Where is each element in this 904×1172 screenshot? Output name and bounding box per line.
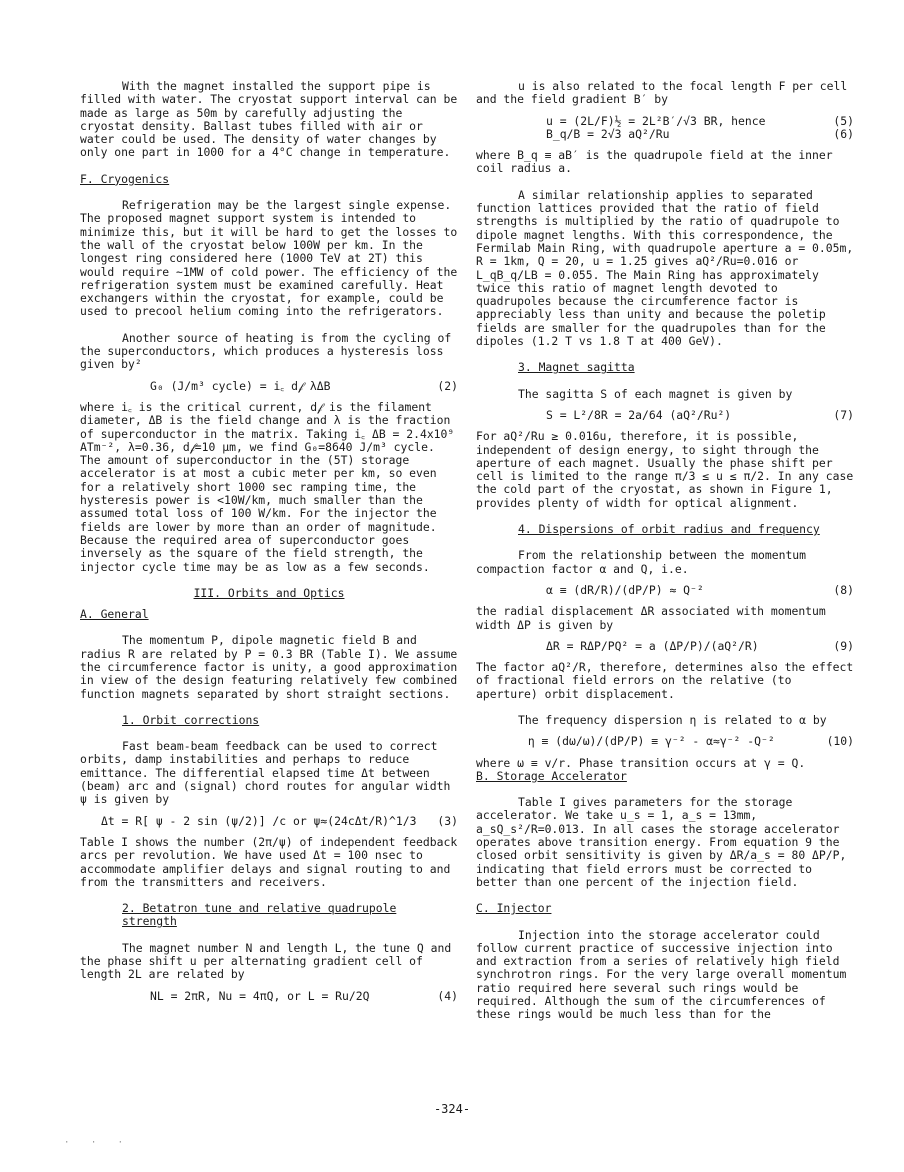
- equation-2: [80, 380, 458, 393]
- heading-dispersions: 4. Dispersions of orbit radius and frequency: [518, 522, 820, 537]
- equation-3: [80, 815, 458, 828]
- paragraph-frequency-dispersion: The frequency dispersion η is related to α by: [518, 712, 827, 727]
- equation-7: [476, 409, 854, 422]
- paragraph-radial-displacement: the radial displacement ΔR associated with momentum width ΔP is given by: [476, 604, 826, 632]
- paragraph-for-aq: For aQ²/Ru ≥ 0.016u, therefore, it is possible, independent of design energy, to sight through the aperture of each magnet. Usually the phase shift per cell is limited to the range π/3 ≤ u ≤ π/2. In any case the cold part of the cryostat, as shown in Figure 1, provides plenty of width for optical alignment.: [476, 429, 854, 510]
- scan-specks: · · ·: [64, 1138, 132, 1148]
- heading-magnet-sagitta: 3. Magnet sagitta: [518, 360, 635, 375]
- equation-5: [476, 115, 854, 128]
- paragraph-refrigeration: Refrigeration may be the largest single expense. The proposed magnet support system is intended to minimize this, but it will be hard to get the losses to the wall of the cryostat below 100W per km. In the longest ring considered here (1000 TeV at 2T) this would require ~1MW of cold power. The efficiency of the refrigeration system must be examined carefully. Heat exchangers within the cryostat, for example, could be used to precool helium coming into the refrigerators.: [80, 198, 458, 319]
- paragraph-factor: The factor aQ²/R, therefore, determines also the effect of fractional field errors on the relative (to aperture) orbit displacement.: [476, 660, 854, 701]
- right-column: [476, 80, 854, 1022]
- heading-betatron-tune: 2. Betatron tune and relative quadrupole strength: [122, 901, 397, 929]
- equation-4: [80, 990, 458, 1003]
- equation-7-expression: S = L²/8R = 2a/64 (aQ²/Ru²): [546, 407, 732, 422]
- paragraph-where-omega: where ω ≡ v/r. Phase transition occurs at γ = Q.: [476, 755, 806, 770]
- equation-10: [476, 735, 854, 748]
- heading-storage-accelerator: B. Storage Accelerator: [476, 768, 627, 783]
- paragraph-u-related: u is also related to the focal length F per cell and the field gradient B′ by: [476, 79, 848, 107]
- paragraph-injector: Injection into the storage accelerator could follow current practice of successive injection into and extraction from a series of relatively high field synchrotron rings. For the very large overall momentum ratio required here several such rings would be required. Although the sum of the circumferences of these rings would be much less than for the: [476, 927, 847, 1022]
- paragraph-table-1: Table I shows the number (2π/ψ) of independent feedback arcs per revolution. We have used Δt = 100 nsec to accommodate amplifier delays and signal routing to and from the transmitters and receivers.: [80, 834, 458, 889]
- equation-9-expression: ΔR = RΔP/PQ² = a (ΔP/P)/(aQ²/R): [546, 638, 759, 653]
- equation-3-expression: Δt = R[ ψ - 2 sin (ψ/2)] /c or ψ≈(24cΔt/R)^1/3: [100, 813, 417, 828]
- heading-cryogenics: F. Cryogenics: [80, 171, 170, 186]
- heading-section-3: III. Orbits and Optics: [193, 585, 345, 600]
- equation-9-number: (9): [833, 638, 854, 653]
- equation-9: [476, 640, 854, 653]
- paragraph-storage: Table I gives parameters for the storage accelerator. We take u_s = 1, a_s = 13mm, a_sQ_s²/R=0.013. In all cases the storage accelerator operates above transition energy. From equation 9 the closed orbit sensitivity is given by ΔR/a_s = 80 ΔP/P, indicating that field errors must be corrected to better than one percent of the injection field.: [476, 795, 847, 889]
- equation-5-number: (5): [833, 113, 854, 128]
- paragraph-feedback: Fast beam-beam feedback can be used to correct orbits, damp instabilities and perhaps to reduce emittance. The differential elapsed time Δt between (beam) arc and (signal) chord routes for angular width ψ is given by: [80, 739, 451, 807]
- equation-10-expression: η ≡ (dω/ω)/(dP/P) ≡ γ⁻² - α≈γ⁻² -Q⁻²: [527, 734, 775, 749]
- equation-6: [476, 128, 854, 141]
- equation-10-number: (10): [826, 734, 854, 749]
- equation-4-expression: NL = 2πR, Nu = 4πQ, or L = Ru/2Q: [150, 988, 370, 1003]
- equation-2-number: (2): [437, 378, 458, 393]
- equation-5-expression: u = (2L/F)½ = 2L²B′/√3 BR, hence: [546, 113, 766, 128]
- equation-3-number: (3): [437, 813, 458, 828]
- paragraph-sagitta: The sagitta S of each magnet is given by: [518, 386, 793, 401]
- paragraph-heating: Another source of heating is from the cycling of the superconductors, which produces a hysteresis loss given by²: [80, 330, 452, 372]
- equation-7-number: (7): [833, 407, 854, 422]
- equation-6-expression: B_q/B = 2√3 aQ²/Ru: [546, 126, 670, 141]
- equation-4-number: (4): [437, 988, 458, 1003]
- page-number: -324-: [433, 1102, 471, 1116]
- left-column: [80, 80, 458, 1003]
- equation-6-number: (6): [833, 126, 854, 141]
- paragraph-momentum-compaction: From the relationship between the momentum compaction factor α and Q, i.e.: [476, 548, 807, 576]
- paragraph-general: The momentum P, dipole magnetic field B and radius R are related by P = 0.3 BR (Table I). We assume the circumference factor is unity, a good approximation in view of the design featuring relatively few combined function magnets separated by short straight sections.: [80, 633, 458, 701]
- equation-8-expression: α ≡ (dR/R)/(dP/P) ≈ Q⁻²: [546, 582, 704, 597]
- equation-8: [476, 584, 854, 597]
- paragraph-magnet-number: The magnet number N and length L, the tune Q and the phase shift u per alternating gradient cell of length 2L are related by: [80, 940, 452, 982]
- equation-2-expression: G₀ (J/m³ cycle) = i꜀ d𝒻 λΔB: [150, 378, 331, 393]
- paragraph-similar: A similar relationship applies to separated function lattices provided that the ratio of field strengths is multiplied by the ratio of quadrupole to dipole magnet lengths. With this correspondence, the Fermilab Main Ring, with quadrupole aperture a = 0.05m, R = 1km, Q = 20, u = 1.25 gives aQ²/Ru=0.016 or L_qB_q/LB = 0.055. The Main Ring has approximately twice this ratio of magnet length devoted to quadrupoles because the circumference factor is appreciably less than unity and because the poletip fields are smaller for the quadrupoles than for the dipoles (1.2 T vs 1.8 T at 400 GeV).: [476, 187, 854, 349]
- paragraph-where-bq: where B_q ≡ aB′ is the quadrupole field at the inner coil radius a.: [476, 148, 833, 176]
- heading-injector: C. Injector: [476, 901, 552, 916]
- equation-8-number: (8): [833, 582, 854, 597]
- heading-general: A. General: [80, 607, 149, 622]
- paragraph-support: With the magnet installed the support pipe is filled with water. The cryostat support interval can be made as large as 50m by carefully adjusting the cryostat density. Ballast tubes filled with air or water could be used. The density of water changes by only one part in 1000 for a 4°C change in temperature.: [80, 79, 458, 160]
- heading-orbit-corrections: 1. Orbit corrections: [122, 712, 260, 727]
- paragraph-hysteresis: where i꜀ is the critical current, d𝒻 is the filament diameter, ΔB is the field change and λ is the fraction of superconductor in the matrix. Taking i꜀ ΔB = 2.4x10⁹ ATm⁻², λ=0.36, d𝒻=10 μm, we find G₀=8640 J/m³ cycle. The amount of superconductor in the (5T) storage accelerator is at most a cubic meter per km, so even for a relatively short 1000 sec ramping time, the hysteresis power is <10W/km, much smaller than the assumed total loss of 100 W/km. For the injector the fields are lower by more than an order of magnitude. Because the required area of superconductor goes inversely as the square of the field strength, the injector cycle time may be as low as a few seconds.: [80, 399, 455, 574]
